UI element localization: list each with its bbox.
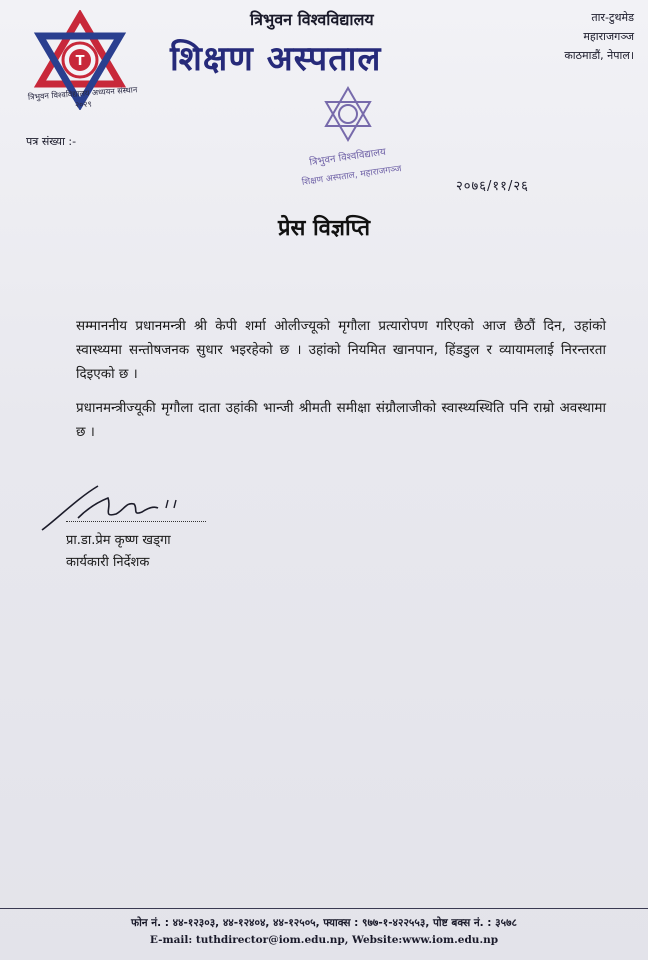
- official-stamp: [278, 82, 418, 192]
- signature-line: [66, 521, 206, 522]
- address-block: [564, 8, 634, 65]
- press-release-heading: प्रेस विज्ञप्ति: [277, 216, 371, 241]
- logo-caption: त्रिभुवन विश्वविद्यालय अध्ययन संस्थान २०२९: [27, 85, 138, 110]
- hospital-name: शिक्षण अस्पताल: [170, 39, 382, 79]
- letter-body: [76, 314, 606, 454]
- signer-title: कार्यकारी निर्देशक: [66, 555, 150, 570]
- body-paragraph: प्रधानमन्त्रीज्यूकी मृगौला दाता उहांकी भान्जी श्रीमती समीक्षा संग्रौलाजीको स्वास्थ्यस्थिति पनि राम्रो अवस्थामा छ ।: [76, 400, 606, 440]
- reference-number-label: पत्र संख्या :-: [26, 135, 77, 148]
- letter-date: २०७६/११/२६: [456, 179, 529, 194]
- stamp-line-2: शिक्षण अस्पताल, महाराजगञ्ज: [301, 164, 403, 188]
- stamp-line-1: त्रिभुवन विश्वविद्यालय: [308, 146, 387, 169]
- address-line: महाराजगञ्ज: [583, 30, 634, 43]
- address-line: तार-टुथमेड: [591, 11, 634, 24]
- svg-text:T: T: [75, 54, 85, 69]
- handwritten-signature: [38, 478, 218, 538]
- address-line: काठमाडौं, नेपाल।: [564, 49, 634, 62]
- footer-email-website: E-mail: tuthdirector@iom.edu.np, Website:www.iom.edu.np: [149, 934, 499, 946]
- university-name: त्रिभुवन विश्वविद्यालय: [250, 10, 374, 29]
- footer-divider: [0, 908, 648, 909]
- signer-name: प्रा.डा.प्रेम कृष्ण खड्गा: [66, 533, 171, 548]
- footer-contact-info: फोन नं. : ४४-१२३०३, ४४-१२४०४, ४४-१२५०५, फ्याक्स : ९७७-१-४२२५५३, पोष्ट बक्स नं. : ३५७८: [130, 917, 518, 929]
- body-paragraph: सम्माननीय प्रधानमन्त्री श्री केपी शर्मा ओलीज्यूको मृगौला प्रत्यारोपण गरिएको आज छैठौं दिन, उहांको स्वास्थ्यमा सन्तोषजनक सुधार भइरहेको छ । उहांको नियमित खानपान, हिंडडुल र व्यायामलाई निरन्तरता दिइएको छ ।: [76, 318, 606, 382]
